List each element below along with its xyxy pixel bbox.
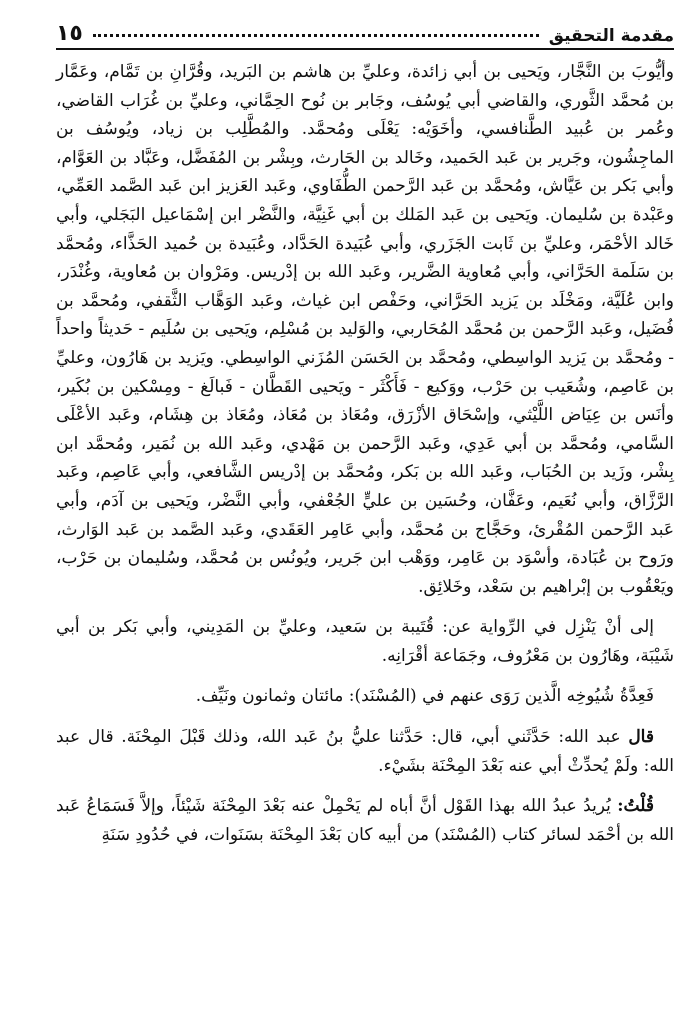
paragraph-text: وأيُّوبَ بن النَّجَّار، ويَحيى بن أبي زائدة، وعليِّ بن هاشم بن البَريد، وقُرَّانِ بن تَمَّام، وعَمَّار بن مُحمَّد الثَّوري، والقاضي أبي يُوسُف، وجَابر بن نُوح الحِمَّاني، وعليِّ بن غُرَاب القاضي، وعُمر بن عُبيد الطَّنافسي، وأخَوَيْه: يَعْلَى ومُحمَّد. والمُطَّلِب بن زياد، ويُوسُف بن الماجِشُون، وجَرير بن عَبد الحَميد، وخَالد بن الحَارث، وبِشْر بن المُفَضَّل، وعَبَّاد بن العَوَّام، وأبي بَكر بن عَيَّاش، ومُحمَّد بن عَبد الرَّحمن الطُّفَاوي، وعَبد العَزيز ابن عَبد الصَّمد العَمِّي، وعَبْدة بن سُليمان. ويَحيى بن عَبد المَلك بن أبي غَنِيَّة، والنَّضْر ابن إسْمَاعيل البَجَلي، وأبي خَالد الأحْمَر، وعليِّ بن ثَابت الجَزَري، وأبي عُبَيدة الحَدَّاد، وعُبَيدة بن حُميد الحَذَّاء، ومُحمَّد بن سَلَمة الحَرَّاني، وأبي مُعاوية الضَّرير، وعَبد الله بن إدْريس. ومَرْوان بن مُعاوية، وغُنْدَر، وابن عُلَيَّة، ومَخْلَد بن يَزيد الحَرَّاني، وحَفْص ابن غياث، وعَبد الوَهَّاب الثَّقفي، ومُحمَّد بن فُضَيل، وعَبد الرَّحمن بن مُحمَّد المُحَاربي، والوَليد بن مُسْلِم، ويَحيى بن سُلَيم - حَديثاً واحداً - ومُحمَّد بن يَزيد الواسِطي، ومُحمَّد بن الحَسَن المُزَني الواسِطي. ويَزيد بن هَارُون، وعليِّ بن عَاصِم، وشُعَيب بن حَرْب، ووَكيع - فَأَكْثَر - ويَحيى القَطَّان - فَبالَغ - ومِسْكين بن بُكَير، وأنَس بن عِيَاض اللَّيْثي، وإسْحَاق الأزْرَق، ومُعَاذ بن مُعَاذ، ومُعَاذ بن هِشَام، وعَبد الأعْلَى السَّامي، ومُحمَّد بن أبي عَدِي، وعَبد الرَّحمن بن مَهْدي، وعَبد الله بن نُمَير، ومُحمَّد ابن بِشْر، وزَيد بن الحُبَاب، وعَبد الله بن بَكر، ومُحمَّد بن إدْريس الشَّافعي، وأبي عَاصِم، وعَبد الرَّزَّاق، وأبي نُعَيم، وعَفَّان، وحُسَين بن عليٍّ الجُعْفي، وأبي النَّضْر، ويَحيى بن آدَم، وأبي عَبد الرَّحمن المُقْرئ، وحَجَّاج بن مُحمَّد، وأبي عَامِر العَقَدي، وعَبد الصَّمد بن عَبد الوَارث، ورَوح بن عُبَادة، وأسْوَد بن عَامِر، ووَهْب ابن جَرير، ويُونُس بن مُحمَّد، وسُليمان بن حَرْب، ويَعْقُوب بن إبْراهيم بن سَعْد، وخَلائِق. — [56, 62, 675, 597]
page-header — [56, 14, 674, 50]
paragraph-text: يُريدُ عبدُ الله بهذا القَوْل أنَّ أباه لم يَحْمِلْ عنه بَعْدَ المِحْنَة شَيْئاً، وإلاَّ فَسَمَاعُ عَبد الله بن أحْمَد لسائر كتاب (المُسْنَد) من أبيه كان بَعْدَ المِحْنَة بسَنَوات، في حُدُودِ سَنَةِ — [56, 796, 674, 845]
paragraph-text: عبد الله: حَدَّثَني أبي، قال: حَدَّثنا عليُّ بنُ عَبد الله، وذلك قَبْلَ المِحْنَة. قال عبد الله: ولَمْ يُحدِّثْ أبي عنه بَعْدَ المِحْنَة بشَيْء. — [56, 727, 674, 776]
book-page — [56, 14, 674, 1014]
paragraph-later-narrators — [56, 613, 674, 670]
page-number: ١٥ — [56, 21, 83, 46]
paragraph-narrators-list — [56, 58, 674, 601]
paragraph-lead-word: قال — [628, 727, 654, 748]
paragraph-teacher-count — [56, 682, 674, 711]
paragraph-text: فَعِدَّةُ شُيُوخِه الَّذين رَوَى عنهم في (المُسْنَد): مائتان وثمانون ونَيِّف. — [195, 686, 654, 707]
paragraph-author-comment — [56, 792, 674, 849]
body-text — [56, 58, 674, 849]
running-title: مقدمة التحقيق — [548, 26, 674, 46]
paragraph-abdullah-quote — [56, 723, 674, 780]
paragraph-lead-word: قُلْتُ: — [617, 796, 654, 817]
header-dot-leader — [93, 24, 539, 37]
paragraph-text: إلى أنْ يَنْزِل في الرِّواية عن: قُتَيبة بن سَعيد، وعليِّ بن المَدِيني، وأبي بَكر بن أبي شَيْبَة، وهَارُون بن مَعْرُوف، وجَمَاعة أقْرَانِه. — [56, 617, 674, 666]
